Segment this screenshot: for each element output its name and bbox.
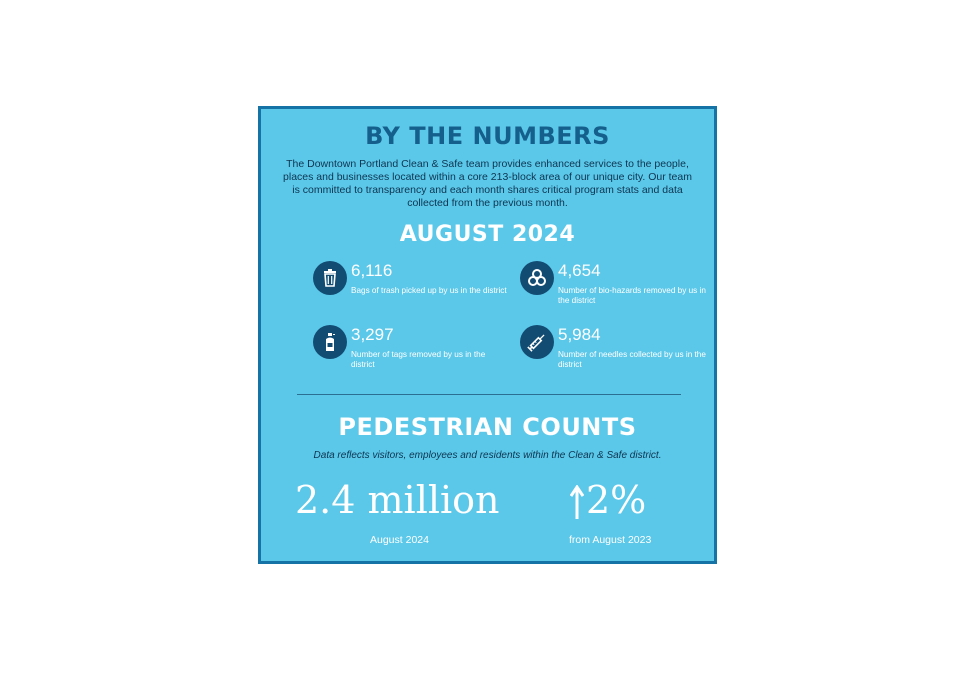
pedestrian-note: Data reflects visitors, employees and residents within the Clean & Safe district. (313, 450, 662, 461)
stat-biohazard (520, 261, 720, 309)
stat-value: 4,654 (558, 261, 601, 280)
pedestrian-heading: PEDESTRIAN COUNTS (338, 413, 637, 441)
spray-can-icon (313, 325, 347, 359)
stat-label: Number of bio-hazards removed by us in the district (558, 286, 706, 305)
biohazard-icon (520, 261, 554, 295)
syringe-icon (520, 325, 554, 359)
stat-label: Number of needles collected by us in the district (558, 350, 706, 369)
pedestrian-change-label: from August 2023 (569, 534, 652, 546)
stat-trash (313, 261, 513, 309)
stat-value: 6,116 (351, 261, 393, 280)
by-the-numbers-card (258, 106, 717, 564)
stat-label: Bags of trash picked up by us in the district (351, 286, 507, 295)
intro-paragraph: The Downtown Portland Clean & Safe team provides enhanced services to the people, places and businesses located within a core 213-block area of our unique city. Our team is committed to transparency and each month shares critical program stats and data collected from the previous month. (283, 158, 692, 209)
pedestrian-change-value: 2% (586, 478, 647, 522)
stat-value: 5,984 (558, 325, 601, 344)
stat-value: 3,297 (351, 325, 394, 344)
stat-needles (520, 325, 720, 373)
stat-label: Number of tags removed by us in the district (351, 350, 486, 369)
page-title: BY THE NUMBERS (365, 122, 610, 150)
pedestrian-count-value: 2.4 million (295, 478, 500, 522)
trash-can-icon (313, 261, 347, 295)
month-heading: AUGUST 2024 (399, 222, 576, 247)
arrow-up-icon (570, 485, 584, 521)
pedestrian-count-label: August 2024 (370, 534, 429, 546)
section-divider (297, 394, 681, 395)
stat-tags (313, 325, 513, 373)
